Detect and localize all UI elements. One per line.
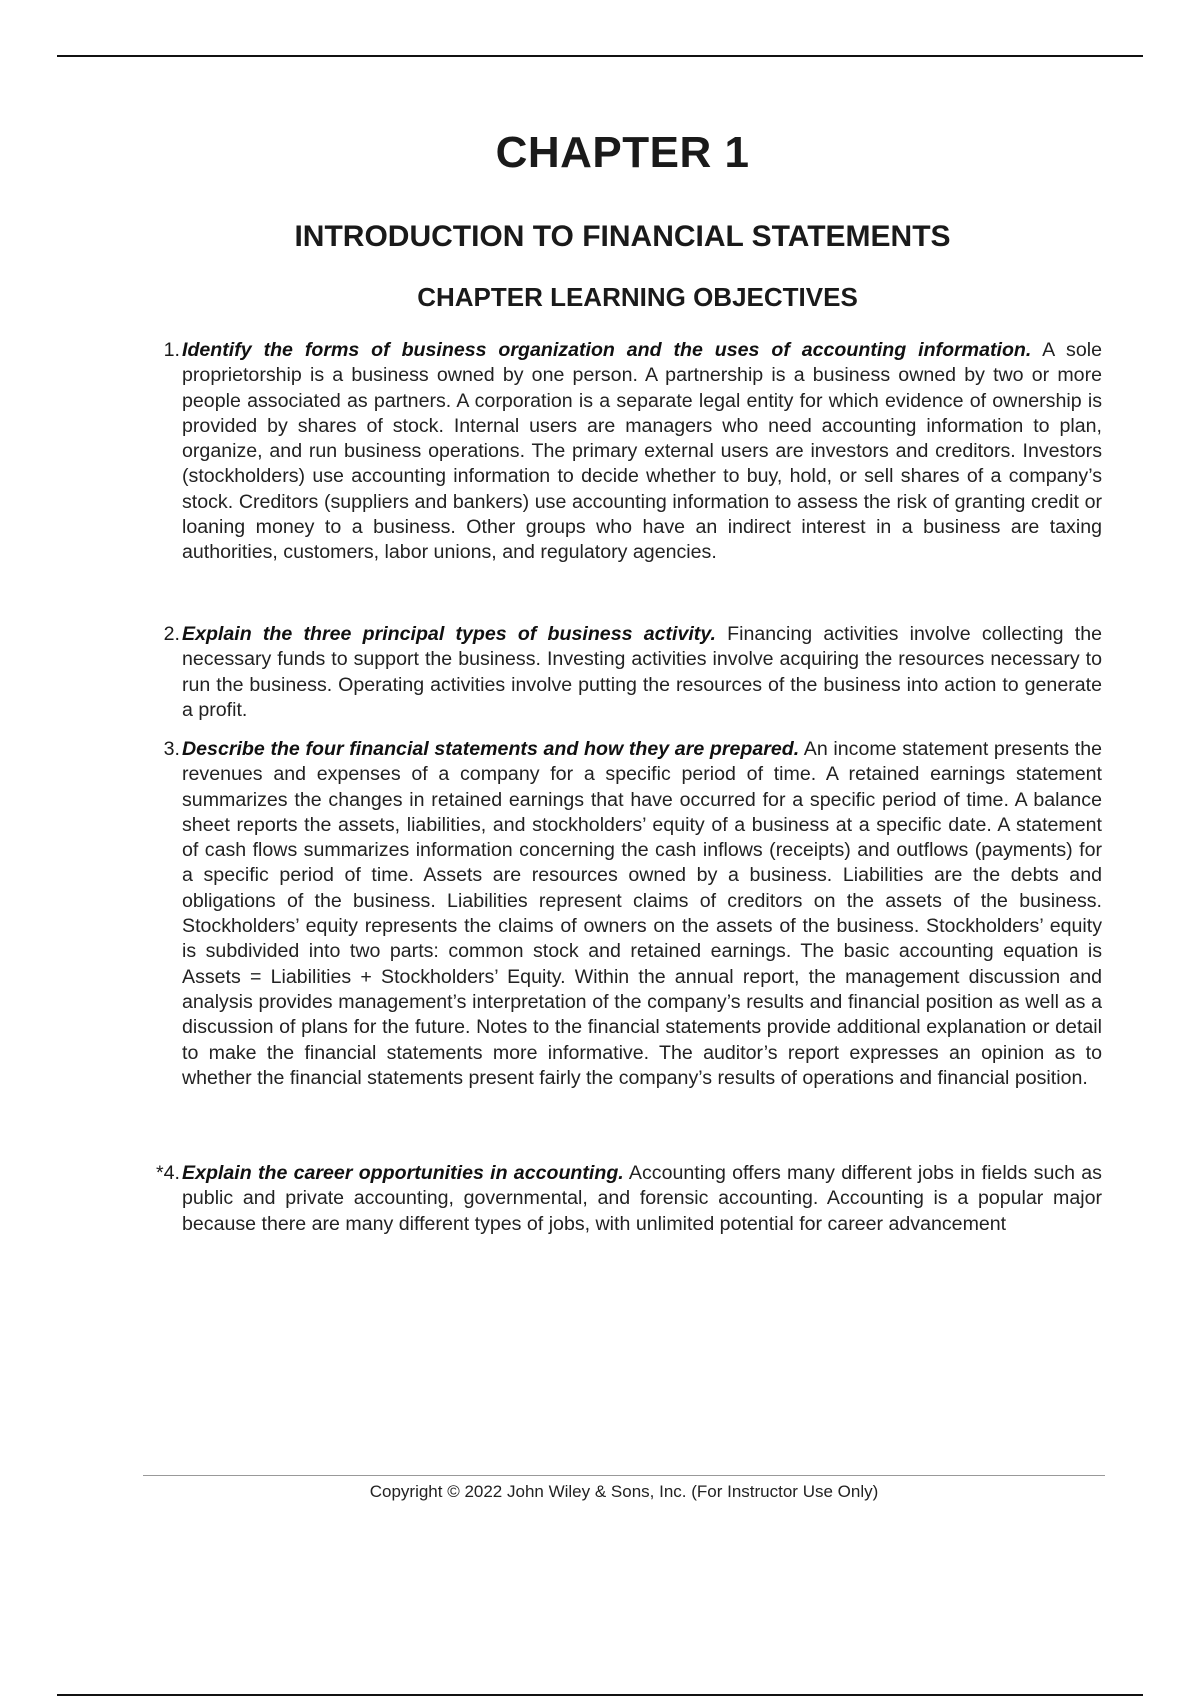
chapter-title: CHAPTER 1 [495,128,750,177]
bottom-border-rule [57,1694,1143,1696]
objective-text [182,1161,1102,1237]
objective-body: Financing activities involve collecting the necessary funds to support the business. Investing activities involve acquiring the resources necessary to run the business. Operating activities involve putting the resources of the business into action to generate a profit. [182,623,1102,721]
section-heading: CHAPTER LEARNING OBJECTIVES [417,282,858,312]
top-border-rule [57,55,1143,57]
objective-number: *4. [156,1162,180,1184]
objective-item-3 [130,737,1102,1091]
objective-number: 2. [163,623,180,645]
objective-text [182,338,1102,566]
objective-item-1 [130,338,1102,566]
objective-body: An income statement presents the revenues and expenses of a company for a specific period of time. A retained earnings statement summarizes the changes in retained earnings that have occurred for a specific period of time. A balance sheet reports the assets, liabilities, and stockholders’ equity of a business at a specific date. A statement of cash flows summarizes information concerning the cash inflows (receipts) and outflows (payments) for a specific period of time. Assets are resources owned by a business. Liabilities are the debts and obligations of the business. Liabilities represent claims of creditors on the assets of the business. Stockholders’ equity represents the claims of owners on the assets of the business. Stockholders’ equity is subdivided into two parts: common stock and retained earnings. The basic accounting equation is Assets = Liabilities + Stockholders’ Equity. Within the annual report, the management discussion and analysis provides management’s interpretation of the company’s results and financial position as well as a discussion of plans for the future. Notes to the financial statements provide additional explanation or detail to make the financial statements more informative. The auditor’s report expresses an opinion as to whether the financial statements present fairly the company’s results of operations and financial position. [182,738,1102,1089]
footer-rule [143,1475,1105,1476]
objective-number: 1. [163,339,180,361]
objective-number: 3. [163,738,180,760]
document-title: INTRODUCTION TO FINANCIAL STATEMENTS [294,220,951,253]
objective-lead: Describe the four financial statements and how they are prepared. [182,738,800,760]
objective-lead: Explain the career opportunities in accounting. [182,1162,624,1184]
objective-body: A sole proprietorship is a business owned by one person. A partnership is a business owned by two or more people associated as partners. A corporation is a separate legal entity for which evidence of ownership is provided by shares of stock. Internal users are managers who need accounting information to plan, organize, and run business operations. The primary external users are investors and creditors. Investors (stockholders) use accounting information to decide whether to buy, hold, or sell shares of a company’s stock. Creditors (suppliers and bankers) use accounting information to assess the risk of granting credit or loaning money to a business. Other groups who have an indirect interest in a business are taxing authorities, customers, labor unions, and regulatory agencies. [182,339,1102,564]
objective-text [182,622,1102,723]
objective-item-2 [130,622,1102,723]
objective-item-4 [130,1161,1102,1237]
objective-text [182,737,1102,1091]
objective-lead: Explain the three principal types of business activity. [182,623,716,645]
objective-lead: Identify the forms of business organization and the uses of accounting information. [182,339,1032,361]
copyright-notice: Copyright © 2022 John Wiley & Sons, Inc. (For Instructor Use Only) [369,1482,879,1501]
objective-body: Accounting offers many different jobs in fields such as public and private accounting, governmental, and forensic accounting. Accounting is a popular major because there are many different types of jobs, with unlimited potential for career advancement [182,1162,1102,1235]
